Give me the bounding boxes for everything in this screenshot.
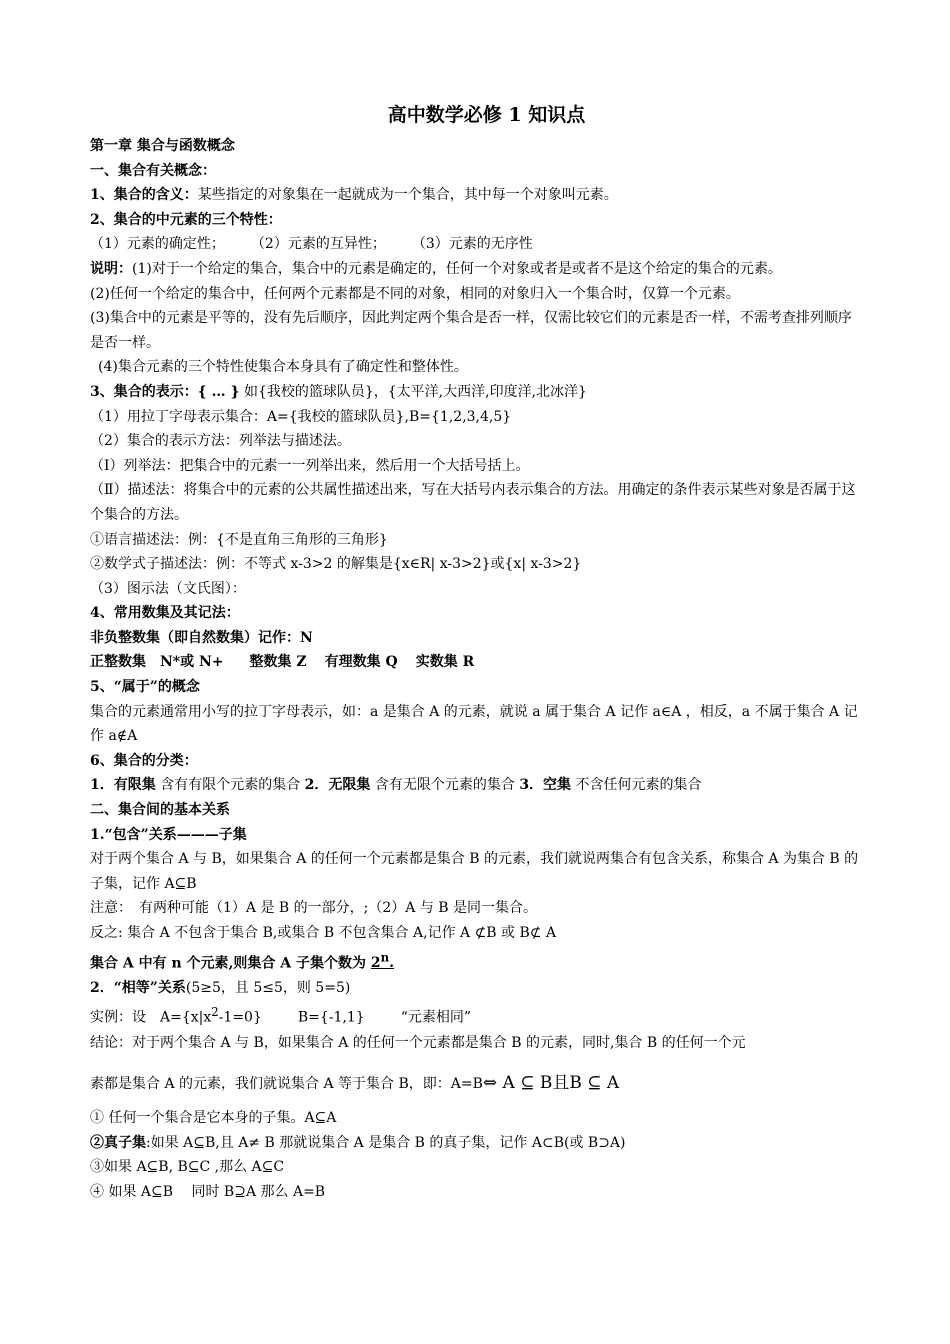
representation-heading bbox=[90, 380, 865, 405]
property-unordered: （3）元素的无序性 bbox=[411, 236, 533, 253]
properties-heading: 2、集合的中元素的三个特性： bbox=[90, 211, 282, 228]
property-antisymmetric: ④ 如果 A⊆B 同时 B⊇A 那么 A=B bbox=[90, 1184, 326, 1201]
reals: 实数集 R bbox=[415, 654, 475, 671]
equality-instance bbox=[90, 1000, 865, 1030]
number-sets-heading: 4、常用数集及其记法： bbox=[90, 605, 240, 622]
venn-method: （3）图示法（文氏图）： bbox=[90, 580, 246, 597]
properties-list bbox=[90, 232, 865, 257]
finite-set-label: 1．有限集 bbox=[90, 777, 156, 794]
representation-latin: （1）用拉丁字母表示集合：A={我校的篮球队员},B={1,2,3,4,5} bbox=[90, 408, 512, 425]
set-definition-label: 1、集合的含义： bbox=[90, 187, 198, 204]
equality-heading bbox=[90, 976, 865, 1001]
proper-subset-text: :如果 A⊆B,且 A≠ B 那就说集合 A 是集合 B 的真子集，记作 A⊂B(或 B⊃A) bbox=[146, 1134, 626, 1151]
instance-exponent: 2 bbox=[211, 1005, 219, 1020]
property-determinacy: （1）元素的确定性； bbox=[90, 236, 225, 253]
proper-subset-label: ②真子集 bbox=[90, 1134, 146, 1151]
note-text-1: (1)对于一个给定的集合，集合中的元素是确定的，任何一个对象或者是或者不是这个给定的集合的元素。 bbox=[132, 260, 782, 277]
infinite-set-text: 含有无限个元素的集合 bbox=[370, 777, 520, 794]
subset-converse: 反之: 集合 A 不包含于集合 B,或集合 B 不包含集合 A,记作 A ⊄B 或 B⊄ A bbox=[90, 925, 557, 941]
natural-numbers: 非负整数集（即自然数集）记作：N bbox=[90, 629, 313, 646]
note-paragraph-2: (2)任何一个给定的集合中，任何两个元素都是不同的对象，相同的对象归入一个集合时，仅算一个元素。 bbox=[90, 285, 740, 302]
formula-description: ②数学式子描述法：例：不等式 x-3>2 的解集是{x∈R| x-3>2}或{x| x-3>2} bbox=[90, 556, 582, 573]
empty-set-label: 3．空集 bbox=[519, 777, 572, 794]
property-transitive: ③如果 A⊆B, B⊆C ,那么 A⊆C bbox=[90, 1159, 285, 1176]
membership-heading: 5、“属于”的概念 bbox=[90, 679, 200, 696]
section-heading-1: 一、集合有关概念： bbox=[90, 162, 216, 179]
equality-conclusion-formula: ⇔ A ⊆ B且B ⊆ A bbox=[482, 1073, 620, 1094]
representation-methods: （2）集合的表示方法：列举法与描述法。 bbox=[90, 433, 351, 450]
note-paragraph-3: (3)集合中的元素是平等的，没有先后顺序，因此判定两个集合是否一样，仅需比较它们的元素是否一样，不需考查排列顺序是否一样。 bbox=[90, 310, 852, 351]
equality-conclusion-2 bbox=[90, 1061, 865, 1106]
membership-text: 集合的元素通常用小写的拉丁字母表示，如：a 是集合 A 的元素，就说 a 属于集合 A 记作 a∈A ，相反，a 不属于集合 A 记作 a∉A bbox=[90, 703, 858, 745]
integers: 整数集 Z bbox=[249, 654, 307, 671]
subset-count-exponent: n bbox=[380, 950, 390, 965]
subset-definition: 对于两个集合 A 与 B，如果集合 A 的任何一个元素都是集合 B 的元素，我们就说两集合有包含关系，称集合 A 为集合 B 的子集，记作 A⊆B bbox=[90, 851, 859, 892]
representation-label: 3、集合的表示：{ … } bbox=[90, 383, 240, 400]
property-proper-subset bbox=[90, 1131, 865, 1156]
equality-label: 2．“相等”关系 bbox=[90, 979, 186, 996]
instance-remark: “元素相同” bbox=[400, 1010, 472, 1027]
description-method: （Ⅱ）描述法：将集合中的元素的公共属性描述出来，写在大括号内表示集合的方法。用确定的条件表示某些对象是否属于这个集合的方法。 bbox=[90, 482, 856, 523]
chapter-heading: 第一章 集合与函数概念 bbox=[90, 138, 235, 154]
property-distinctness: （2）元素的互异性； bbox=[250, 236, 386, 253]
document-title: 高中数学必修 1 知识点 bbox=[387, 104, 586, 126]
classification-heading: 6、集合的分类： bbox=[90, 752, 198, 769]
instance-set-a-end: -1=0} bbox=[218, 1010, 262, 1027]
equality-conclusion-1: 结论：对于两个集合 A 与 B，如果集合 A 的任何一个元素都是集合 B 的元素，同时,集合 B 的任何一个元 bbox=[90, 1034, 746, 1051]
subset-count-formula bbox=[370, 950, 395, 972]
empty-set-text: 不含任何元素的集合 bbox=[571, 777, 702, 794]
note-paragraph-1 bbox=[90, 257, 865, 282]
subset-count-text: 集合 A 中有 n 个元素,则集合 A 子集个数为 bbox=[90, 955, 371, 972]
equality-example: (5≥5，且 5≤5，则 5=5) bbox=[185, 979, 351, 996]
number-sets-list bbox=[90, 650, 865, 675]
subset-count bbox=[90, 946, 865, 976]
set-definition-text: 某些指定的对象集在一起就成为一个集合，其中每一个对象叫元素。 bbox=[197, 187, 618, 204]
enumeration-method: （Ⅰ）列举法：把集合中的元素一一列举出来，然后用一个大括号括上。 bbox=[90, 457, 530, 474]
rationals: 有理数集 Q bbox=[324, 654, 398, 671]
note-paragraph-4: (4)集合元素的三个特性使集合本身具有了确定性和整体性。 bbox=[98, 359, 468, 376]
finite-set-text: 含有有限个元素的集合 bbox=[155, 777, 305, 794]
subset-note: 注意： 有两种可能（1）A 是 B 的一部分，;（2）A 与 B 是同一集合。 bbox=[90, 900, 538, 917]
instance-set-a-start: 实例：设 A={x|x bbox=[90, 1010, 212, 1027]
section-heading-2: 二、集合间的基本关系 bbox=[90, 802, 230, 819]
equality-conclusion-text: 素都是集合 A 的元素，我们就说集合 A 等于集合 B，即：A=B bbox=[90, 1076, 483, 1093]
infinite-set-label: 2．无限集 bbox=[304, 777, 371, 794]
document-page bbox=[90, 100, 865, 1205]
paragraph-set-definition bbox=[90, 183, 865, 208]
instance-set-b: B={-1,1} bbox=[297, 1010, 365, 1027]
verbal-description: ①语言描述法：例：{不是直角三角形的三角形} bbox=[90, 531, 388, 548]
property-self-subset: ① 任何一个集合是它本身的子集。A⊆A bbox=[90, 1110, 337, 1127]
positive-integers: 正整数集 N*或 N+ bbox=[90, 654, 224, 671]
classification-list bbox=[90, 773, 865, 798]
subset-count-period: . bbox=[389, 955, 395, 972]
subset-count-base: 2 bbox=[370, 955, 381, 972]
note-label: 说明： bbox=[90, 260, 132, 277]
representation-example: 如{我校的篮球队员}，{太平洋,大西洋,印度洋,北冰洋} bbox=[239, 383, 587, 400]
subset-heading: 1.“包含”关系———子集 bbox=[90, 826, 247, 843]
